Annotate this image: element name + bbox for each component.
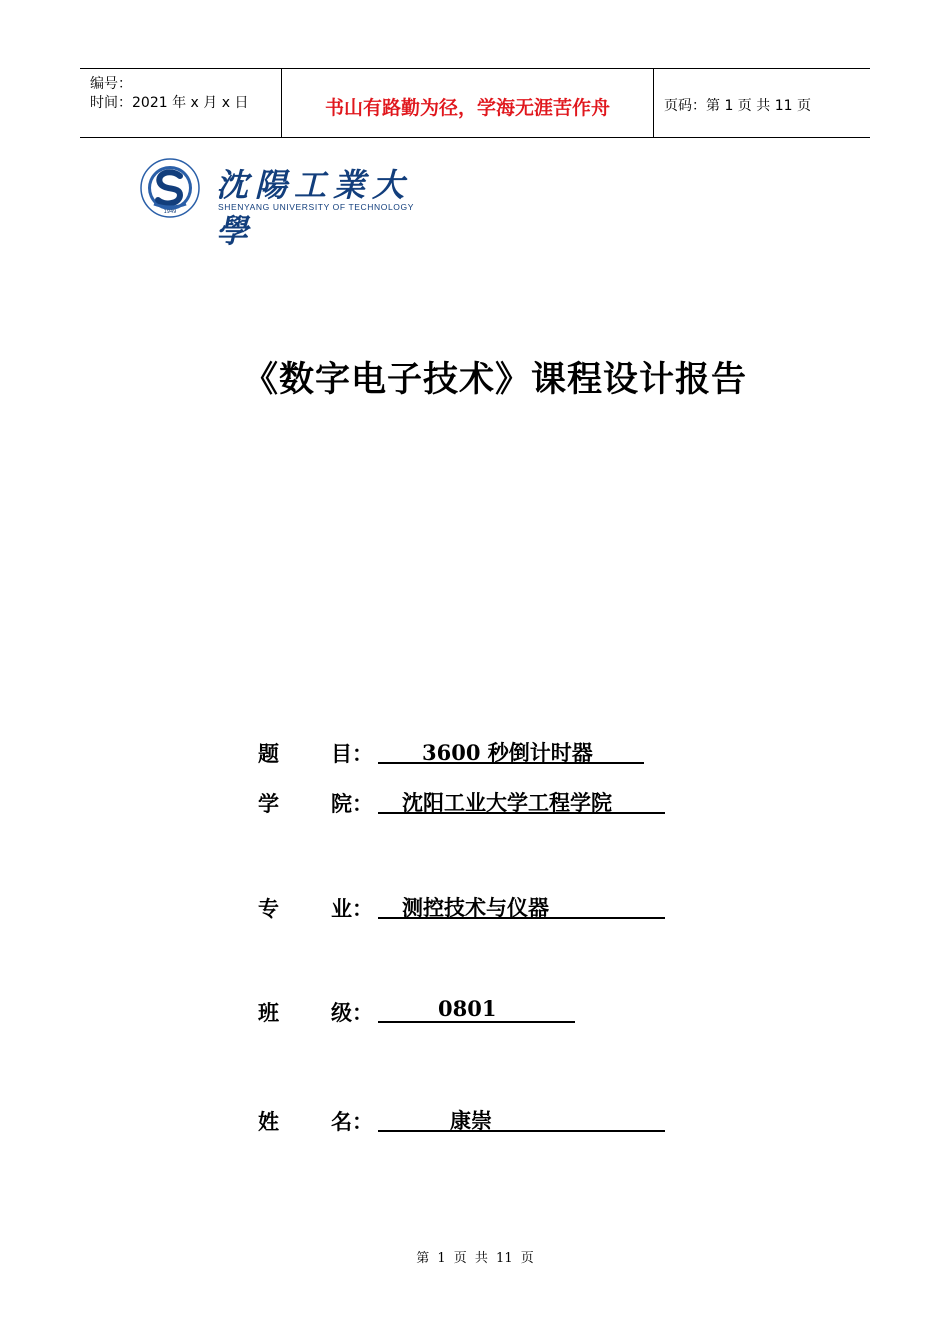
header-meta-cell	[80, 69, 281, 137]
field-label	[258, 1106, 373, 1136]
label-char: 题	[258, 741, 279, 766]
header-motto-cell	[281, 69, 654, 137]
field-name	[258, 1104, 678, 1138]
university-seal-icon	[140, 158, 200, 218]
field-label	[258, 997, 373, 1027]
label-char: 业：	[331, 896, 373, 921]
label-char: 院：	[331, 791, 373, 816]
serial-number-label: 编号：	[90, 76, 132, 92]
field-label	[258, 738, 373, 768]
university-logo	[140, 158, 430, 250]
field-label	[258, 788, 373, 818]
label-char: 学	[258, 791, 279, 816]
field-value-line	[378, 995, 575, 1023]
label-char: 班	[258, 1000, 279, 1025]
page-info: 页码：第 1 页 共 11 页	[664, 98, 811, 114]
label-char: 专	[258, 896, 279, 921]
university-name: 沈陽工業大學	[216, 166, 412, 250]
field-value-line	[378, 1104, 665, 1132]
label-char: 名：	[331, 1109, 373, 1134]
document-date: 时间：2021 年 x 月 x 日	[90, 95, 249, 111]
page-footer: 第 1 页 共 11 页	[416, 1251, 534, 1266]
university-name-english: SHENYANG UNIVERSITY OF TECHNOLOGY	[218, 202, 414, 212]
topic-value: 3600 秒倒计时器	[422, 740, 593, 765]
field-topic	[258, 736, 678, 770]
name-value: 康崇	[450, 1108, 492, 1133]
field-major	[258, 891, 678, 925]
field-college	[258, 786, 678, 820]
field-label	[258, 893, 373, 923]
field-value-line	[378, 891, 665, 919]
major-value: 测控技术与仪器	[402, 895, 549, 920]
seal-year: 1949	[163, 209, 177, 215]
page-header	[80, 68, 870, 138]
label-char: 目：	[331, 741, 373, 766]
motto-text: 书山有路勤为径，学海无涯苦作舟	[324, 97, 610, 119]
field-value-line	[378, 736, 644, 764]
label-char: 级：	[331, 1000, 373, 1025]
label-char: 姓	[258, 1109, 279, 1134]
report-title: 《数字电子技术》课程设计报告	[242, 360, 747, 400]
class-value: 0801	[438, 996, 497, 1021]
college-value: 沈阳工业大学工程学院	[402, 790, 612, 815]
field-value-line	[378, 786, 665, 814]
field-class	[258, 995, 678, 1029]
header-page-cell	[654, 69, 870, 137]
